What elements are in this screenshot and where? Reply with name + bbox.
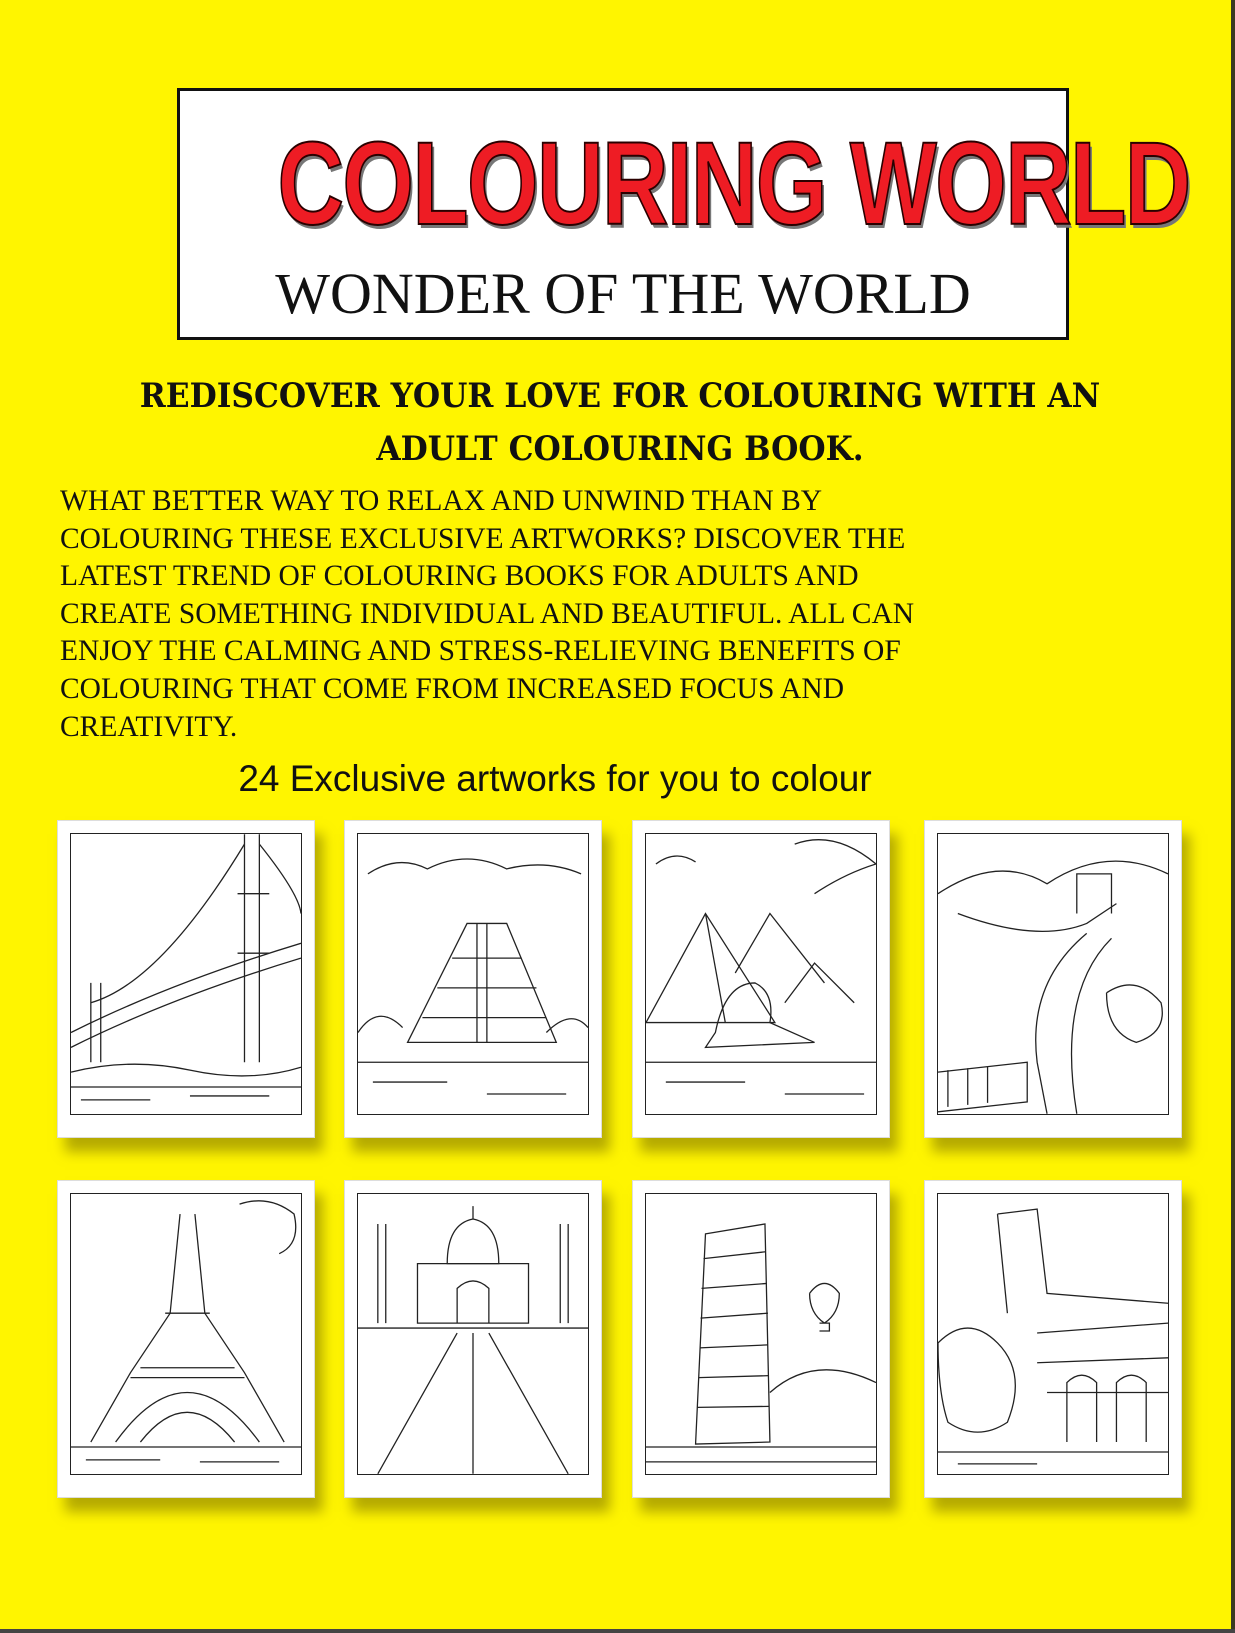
subtitle: WONDER OF THE WORLD [275,261,971,326]
headline-line: REDISCOVER YOUR LOVE FOR COLOURING WITH AN [139,376,1101,416]
artwork-great-wall [924,820,1182,1138]
description-line: WHAT BETTER WAY TO RELAX AND UNWIND THAN BY [60,485,823,517]
tagline: 24 Exclusive artworks for you to colour [238,758,872,799]
artwork-colosseum [924,1180,1182,1498]
description-line: COLOURING THESE EXCLUSIVE ARTWORKS? DISCOVER THE [60,522,906,555]
page-edge [1231,0,1235,1633]
headline-line: ADULT COLOURING BOOK. [376,429,864,469]
eiffel-tower-illustration [70,1193,302,1475]
taj-mahal-illustration [357,1193,589,1475]
colosseum-illustration [937,1193,1169,1475]
artwork-leaning-tower [632,1180,890,1498]
artwork-taj-mahal [344,1180,602,1498]
description-line: CREATE SOMETHING INDIVIDUAL AND BEAUTIFUL. ALL CAN [60,597,915,630]
description-line: COLOURING THAT COME FROM INCREASED FOCUS AND [60,672,845,705]
pyramids-illustration [645,833,877,1115]
title-box [177,88,1190,340]
page-edge [0,1629,1235,1633]
description-line: ENJOY THE CALMING AND STRESS-RELIEVING BENEFITS OF [60,635,901,668]
description-line: LATEST TREND OF COLOURING BOOKS FOR ADULTS AND [60,560,859,593]
temple-illustration [357,833,589,1115]
great-wall-illustration [937,833,1169,1115]
description [60,483,1150,746]
description-line: CREATIVITY. [60,710,238,743]
leaning-tower-illustration [645,1193,877,1475]
bridge-illustration [70,833,302,1115]
artwork-eiffel-tower [57,1180,315,1498]
artwork-pyramids-sphinx [632,820,890,1138]
artwork-bridge [57,820,315,1138]
brand-title: COLOURING WORLD [277,118,1190,250]
headline [86,370,1153,476]
artwork-pyramid-temple [344,820,602,1138]
